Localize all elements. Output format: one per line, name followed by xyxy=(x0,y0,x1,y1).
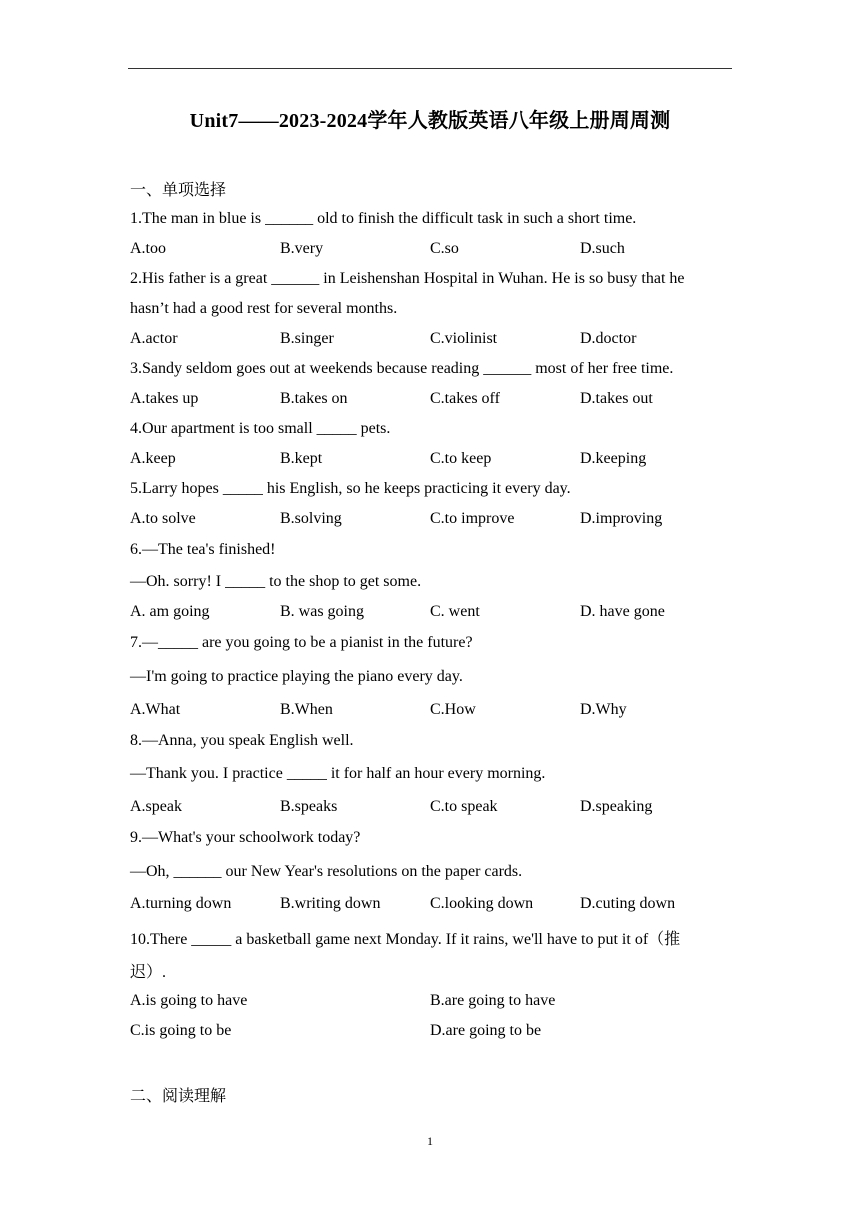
question-3-option-d: D.takes out xyxy=(580,390,653,407)
question-6-option-a: A. am going xyxy=(130,603,210,620)
question-4-option-c: C.to keep xyxy=(430,450,492,467)
question-5-option-c: C.to improve xyxy=(430,510,515,527)
page-title: Unit7——2023-2024学年人教版英语八年级上册周周测 xyxy=(189,110,671,132)
question-10-option-d: D.are going to be xyxy=(430,1022,542,1039)
question-8-option-b: B.speaks xyxy=(280,798,338,815)
question-2-stem-cont: hasn’t had a good rest for several months. xyxy=(130,300,398,317)
question-7-option-d: D.Why xyxy=(580,701,627,718)
question-6-stem: 6.—The tea's finished! xyxy=(130,541,276,558)
question-2-option-c: C.violinist xyxy=(430,330,498,347)
question-10-option-a: A.is going to have xyxy=(130,992,248,1009)
question-7-stem-cont: —I'm going to practice playing the piano every day. xyxy=(130,668,463,685)
question-2-option-a: A.actor xyxy=(130,330,178,347)
question-6-stem-cont: —Oh. sorry! I _____ to the shop to get some. xyxy=(130,573,422,590)
question-5-option-b: B.solving xyxy=(280,510,342,527)
question-7-stem: 7.—_____ are you going to be a pianist in the future? xyxy=(130,634,473,651)
question-4-stem: 4.Our apartment is too small _____ pets. xyxy=(130,420,391,437)
question-1-option-b: B.very xyxy=(280,240,324,257)
question-10-stem: 10.There _____ a basketball game next Monday. If it rains, we'll have to put it of（推 xyxy=(130,931,681,948)
question-2-stem: 2.His father is a great ______ in Leishenshan Hospital in Wuhan. He is so busy that he xyxy=(130,270,685,287)
question-2-option-d: D.doctor xyxy=(580,330,637,347)
question-5-stem: 5.Larry hopes _____ his English, so he keeps practicing it every day. xyxy=(130,480,571,497)
question-9-stem-cont: —Oh, ______ our New Year's resolutions on the paper cards. xyxy=(130,863,523,880)
page-number: 1 xyxy=(427,1134,433,1148)
question-7-option-c: C.How xyxy=(430,701,476,718)
question-3-option-c: C.takes off xyxy=(430,390,500,407)
question-7-option-b: B.When xyxy=(280,701,333,718)
question-4-option-b: B.kept xyxy=(280,450,323,467)
question-10-stem-cont: 迟）. xyxy=(130,964,167,981)
header-rule xyxy=(128,68,732,69)
question-2-option-b: B.singer xyxy=(280,330,334,347)
question-5-option-a: A.to solve xyxy=(130,510,196,527)
question-4-option-a: A.keep xyxy=(130,450,176,467)
question-9-stem: 9.—What's your schoolwork today? xyxy=(130,829,361,846)
question-10-option-c: C.is going to be xyxy=(130,1022,232,1039)
question-10-option-b: B.are going to have xyxy=(430,992,556,1009)
question-9-option-a: A.turning down xyxy=(130,895,232,912)
question-3-option-b: B.takes on xyxy=(280,390,348,407)
section-heading-choice: 一、单项选择 xyxy=(130,182,227,199)
question-3-option-a: A.takes up xyxy=(130,390,199,407)
question-1-option-c: C.so xyxy=(430,240,459,257)
question-9-option-b: B.writing down xyxy=(280,895,381,912)
question-9-option-d: D.cuting down xyxy=(580,895,676,912)
question-3-stem: 3.Sandy seldom goes out at weekends because reading ______ most of her free time. xyxy=(130,360,674,377)
question-7-option-a: A.What xyxy=(130,701,181,718)
question-9-option-c: C.looking down xyxy=(430,895,534,912)
question-1-option-a: A.too xyxy=(130,240,166,257)
question-6-option-b: B. was going xyxy=(280,603,364,620)
question-8-option-d: D.speaking xyxy=(580,798,653,815)
question-8-stem: 8.—Anna, you speak English well. xyxy=(130,732,354,749)
question-5-option-d: D.improving xyxy=(580,510,663,527)
section-heading-reading: 二、阅读理解 xyxy=(130,1088,227,1105)
question-8-option-a: A.speak xyxy=(130,798,182,815)
question-1-option-d: D.such xyxy=(580,240,625,257)
question-8-option-c: C.to speak xyxy=(430,798,498,815)
question-6-option-c: C. went xyxy=(430,603,480,620)
question-1-stem: 1.The man in blue is ______ old to finish the difficult task in such a short time. xyxy=(130,210,637,227)
question-6-option-d: D. have gone xyxy=(580,603,665,620)
question-4-option-d: D.keeping xyxy=(580,450,647,467)
question-8-stem-cont: —Thank you. I practice _____ it for half an hour every morning. xyxy=(130,765,546,782)
